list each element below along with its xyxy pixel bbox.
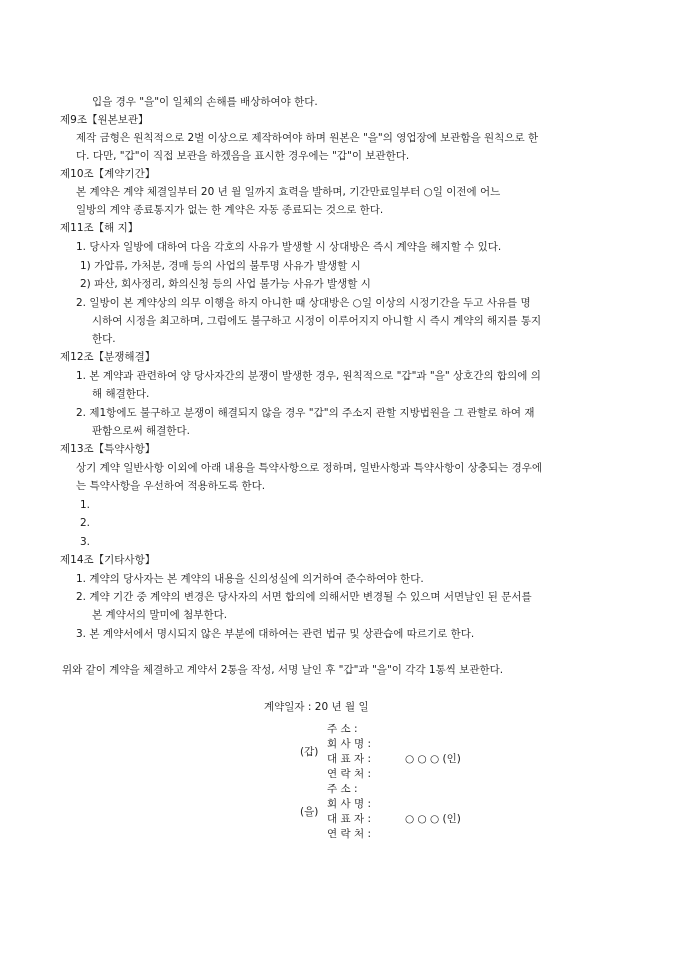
- clause-9-text-line: 다. 다만, "갑"이 직접 보관을 하겠음을 표시한 경우에는 "갑"이 보관한다.: [76, 150, 410, 162]
- clause-11-item: 2. 일방이 본 계약상의 의무 이행을 하지 아니한 때 상대방은 ○일 이상의 시정기간을 두고 사유를 명: [76, 297, 531, 309]
- party-a-label: (갑): [300, 746, 319, 758]
- clause-12-item-cont: 판함으로써 해결한다.: [92, 425, 190, 437]
- address-label: 주 소 :: [327, 783, 358, 795]
- ceo-label: 대 표 자 :: [327, 813, 371, 825]
- ceo-label: 대 표 자 :: [327, 753, 371, 765]
- seal-mark: ○ ○ ○ (인): [405, 753, 461, 765]
- clause-13-blank-item: 2.: [80, 517, 91, 529]
- clause-9-text-line: 제작 금형은 원칙적으로 2벌 이상으로 제작하여야 하며 원본은 "을"의 영업장에 보관함을 원칙으로 한: [76, 132, 539, 144]
- clause-13-text-line: 상기 계약 일반사항 이외에 아래 내용을 특약사항으로 정하며, 일반사항과 특약사항이 상충되는 경우에: [76, 462, 543, 474]
- clause-12-item: 1. 본 계약과 관련하여 양 당사자간의 분쟁이 발생한 경우, 원칙적으로 "갑"과 "을" 상호간의 합의에 의: [76, 370, 541, 382]
- address-label: 주 소 :: [327, 723, 358, 735]
- clause-14-item: 3. 본 계약서에서 명시되지 않은 부분에 대하여는 관련 법규 및 상관습에 따르기로 한다.: [76, 628, 475, 640]
- clause-14-item: 2. 계약 기간 중 계약의 변경은 당사자의 서면 합의에 의해서만 변경될 수 있으며 서면날인 된 문서를: [76, 591, 532, 603]
- clause-8-continuation: 입을 경우 "을"이 일체의 손해를 배상하여야 한다.: [92, 96, 318, 108]
- clause-13-heading: 제13조【특약사항】: [60, 443, 156, 455]
- contact-label: 연 락 처 :: [327, 828, 371, 840]
- clause-9-heading: 제9조【원본보관】: [60, 114, 149, 126]
- clause-13-text-line: 는 특약사항을 우선하여 적용하도록 한다.: [76, 480, 266, 492]
- clause-10-text-line: 본 계약은 계약 체결일부터 20 년 월 일까지 효력을 발하며, 기간만료일부터 ○일 이전에 어느: [76, 186, 501, 198]
- clause-12-item-cont: 해 해결한다.: [92, 388, 150, 400]
- clause-10-text-line: 일방의 계약 종료통지가 없는 한 계약은 자동 종료되는 것으로 한다.: [76, 204, 384, 216]
- clause-13-blank-item: 1.: [80, 499, 91, 511]
- clause-12-heading: 제12조【분쟁해결】: [60, 351, 156, 363]
- party-b-label: (을): [300, 806, 319, 818]
- clause-14-heading: 제14조【기타사항】: [60, 554, 156, 566]
- clause-11-item: 1. 당사자 일방에 대하여 다음 각호의 사유가 발생할 시 상대방은 즉시 계약을 해지할 수 있다.: [76, 241, 502, 253]
- clause-14-item-cont: 본 계약서의 말미에 첨부한다.: [92, 609, 228, 621]
- closing-statement: 위와 같이 계약을 체결하고 계약서 2통을 작성, 서명 날인 후 "갑"과 "을"이 각각 1통씩 보관한다.: [62, 664, 504, 676]
- clause-10-heading: 제10조【계약기간】: [60, 168, 156, 180]
- clause-11-item-cont: 한다.: [92, 333, 116, 345]
- clause-14-item: 1. 계약의 당사자는 본 계약의 내용을 신의성실에 의거하여 준수하여야 한다.: [76, 573, 424, 585]
- company-label: 회 사 명 :: [327, 798, 371, 810]
- clause-11-item-cont: 시하여 시정을 최고하며, 그럼에도 불구하고 시정이 이루어지지 아니할 시 즉시 계약의 해지를 통지: [92, 315, 542, 327]
- contact-label: 연 락 처 :: [327, 768, 371, 780]
- clause-11-subitem: 2) 파산, 회사정리, 화의신청 등의 사업 불가능 사유가 발생할 시: [80, 278, 371, 290]
- clause-13-blank-item: 3.: [80, 536, 91, 548]
- seal-mark: ○ ○ ○ (인): [405, 813, 461, 825]
- clause-11-heading: 제11조【해 지】: [60, 222, 139, 234]
- clause-11-subitem: 1) 가압류, 가처분, 경매 등의 사업의 불투명 사유가 발생할 시: [80, 260, 361, 272]
- contract-date: 계약일자 : 20 년 월 일: [264, 701, 369, 713]
- company-label: 회 사 명 :: [327, 738, 371, 750]
- clause-12-item: 2. 제1항에도 불구하고 분쟁이 해결되지 않을 경우 "갑"의 주소지 관할 지방법원을 그 관할로 하여 재: [76, 407, 535, 419]
